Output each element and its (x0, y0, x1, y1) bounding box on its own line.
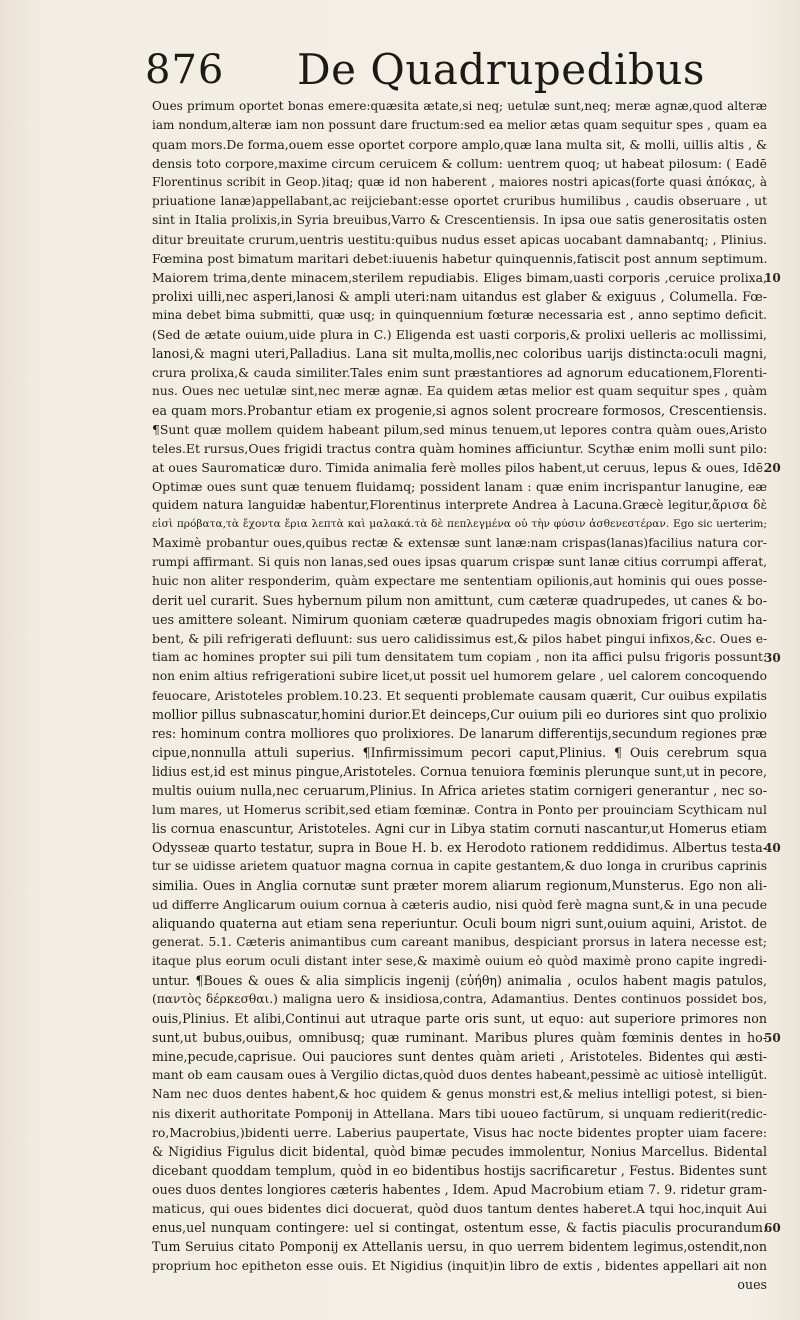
text-line: Nam nec duos dentes habent,& hoc quidem & genus monstri est,& melius intelligi potest, si bien- (152, 1087, 767, 1101)
text-line: lis cornua enascuntur, Aristoteles. Agni cur in Libya statim cornuti nascantur,ut Homerus etiam (152, 821, 767, 836)
text-line: cipue,nonnulla attuli superius. ¶Infirmissimum pecori caput,Plinius. ¶ Ouis cerebrum squa (152, 745, 767, 760)
text-line: crura prolixa,& cauda similiter.Tales enim sunt præstantiores ad agnorum educationem,Florenti- (152, 365, 767, 380)
text-line: proprium hoc epitheton esse ouis. Et Nigidius (inquit)in libro de extis , bidentes appellari ait non (152, 1258, 767, 1273)
margin-number: 40 (764, 841, 781, 855)
text-line: multis ouium nulla,nec ceruarum,Plinius. In Africa arietes statim cornigeri generantur , nec so- (152, 783, 767, 798)
text-line: Optimæ oues sunt quæ tenuem fluidamq; possident lanam : quæ enim incrispantur lanugine, eæ (152, 479, 767, 494)
text-line: ea quam mors.Probantur etiam ex progenie,si agnos solent procreare formosos, Crescentiensis. (152, 403, 767, 418)
text-line: at oues Sauromaticæ duro. Timida animalia ferè molles pilos habent,ut ceruus, lepus & oues, Idē. (152, 460, 767, 475)
text-line: lum mares, ut Homerus scribit,sed etiam fœminæ. Contra in Ponto per prouinciam Scythicam nul (152, 802, 767, 817)
text-line: nus. Oues nec uetulæ sint,nec meræ agnæ. Ea quidem ætas melior est quam sequitur spes , quàm (152, 384, 767, 398)
text-line: quam mors.De forma,ouem esse oportet corpore amplo,quæ lana multa sit, & molli, uillis altis , & (152, 137, 767, 152)
text-line: Maximè probantur oues,quibus rectæ & extensæ sunt lanæ:nam crispas(lanas)facilius natura cor- (152, 536, 767, 550)
text-line: mant ob eam causam oues à Vergilio dictas,quòd duos dentes habeant,pessimè ac uitiosè intelligūt. (152, 1068, 767, 1082)
text-line: feuocare, Aristoteles problem.10.23. Et sequenti problemate causam quærit, Cur ouibus expilatis (152, 688, 767, 703)
text-line: aliquando quaterna aut etiam sena reperiuntur. Oculi boum nigri sunt,ouium aquini, Aristot. de (152, 916, 767, 931)
text-line: ditur breuitate crurum,uentris uestitu:quibus nudus esset apicas uocabant damnabantq; , Plinius. (152, 232, 767, 247)
body-text (152, 97, 767, 1294)
text-line: res: hominum contra molliores quo prolixiores. De lanarum differentijs,secundum regiones præ (152, 726, 767, 741)
text-line: tur se uidisse arietem quatuor magna cornua in capite gestantem,& duo longa in cruribus caprinis (152, 859, 767, 873)
text-line: bent, & pili refrigerati defluunt: sus uero calidissimus est,& pilos habet pingui infixos,&c. Oues e- (152, 631, 767, 646)
running-title: De Quadrupedibus (297, 45, 705, 94)
text-line: Fœmina post bimatum maritari debet:iuuenis habetur quinquennis,fatiscit post annum septimum. (152, 251, 767, 266)
text-line: Odysseæ quarto testatur, supra in Boue H. b. ex Herodoto rationem reddidimus. Albertus testa- (152, 840, 767, 855)
text-line: priuatione lanæ)appellabant,ac reijciebant:esse oportet cruribus humilibus , caudis obseruare , ut (152, 194, 767, 208)
text-line: densis toto corpore,maxime circum ceruicem & collum: uentrem quoq; ut habeat pilosum: ( Eadē (152, 156, 767, 171)
text-line: derit uel curarit. Sues hybernum pilum non amittunt, cum cæteræ quadrupedes, ut canes & bo- (152, 593, 767, 608)
text-line: ues amittere soleant. Nimirum quoniam cæteræ quadrupedes magis obnoxiam frigori cutim ha- (152, 612, 767, 627)
text-line: enus,uel nunquam contingere: uel si contingat, ostentum esse, & factis piaculis procurandum. (152, 1220, 767, 1235)
text-line: & Nigidius Figulus dicit bidental, quòd bimæ pecudes immolentur, Nonius Marcellus. Bidental (152, 1144, 767, 1159)
text-line: quidem natura languidæ habentur,Florentinus interprete Andrea à Lacuna.Græcè legitur,ἄρισα δὲ (152, 498, 767, 512)
text-line: (Sed de ætate ouium,uide plura in C.) Eligenda est uasti corporis,& prolixi uelleris ac mollissimi, (152, 327, 767, 342)
text-line: Oues primum oportet bonas emere:quæsita ætate,si neq; uetulæ sunt,neq; meræ agnæ,quod alteræ (152, 99, 767, 113)
text-line: ud differre Anglicarum ouium cornua à cæteris audio, nisi quòd ferè magna sunt,& in una pecude (152, 897, 767, 912)
text-line: prolixi uilli,nec asperi,lanosi & ampli uteri:nam uitandus est glaber & exiguus , Columella. Fœ- (152, 289, 767, 304)
text-line: Florentinus scribit in Geop.)itaq; quæ id non haberent , maiores nostri apicas(forte quasi ἀπόκας, à (152, 175, 767, 189)
text-line: sunt,ut bubus,ouibus, omnibusq; quæ ruminant. Maribus plures quàm fœminis dentes in ho- (152, 1030, 767, 1045)
text-line: dicebant quoddam templum, quòd in eo bidentibus hostijs sacrificaretur , Festus. Bidentes sunt (152, 1163, 767, 1178)
text-line: ¶Sunt quæ mollem quidem habeant pilum,sed minus tenuem,ut lepores contra quàm oues,Aristo (152, 422, 767, 437)
text-line: nis dixerit authoritate Pomponij in Attellana. Mars tibi uoueo factūrum, si unquam redierit(redic- (152, 1106, 767, 1121)
text-line: mine,pecude,caprisue. Oui pauciores sunt dentes quàm arieti , Aristoteles. Bidentes qui æsti- (152, 1049, 767, 1064)
text-line: oues (737, 1277, 767, 1292)
text-line: iam nondum,alteræ iam non possunt dare fructum:sed ea melior ætas quam sequitur spes , quam ea (152, 118, 767, 132)
margin-number: 60 (764, 1221, 781, 1235)
text-line: similia. Oues in Anglia cornutæ sunt præter morem aliarum regionum,Munsterus. Ego non ali- (152, 878, 767, 893)
margin-number: 50 (764, 1031, 781, 1045)
text-line: ouis,Plinius. Et alibi,Continui aut utraque parte oris sunt, ut equo: aut superiore primores non (152, 1011, 767, 1026)
text-line: lidius est,id est minus pingue,Aristoteles. Cornua tenuiora fœminis plerunque sunt,ut in pecore, (152, 764, 767, 779)
text-line: (παντὸς δέρκεσθαι.) maligna uero & insidiosa,contra, Adamantius. Dentes continuos possidet bos, (152, 992, 767, 1006)
margin-number: 10 (764, 271, 781, 285)
text-line: sint in Italia prolixis,in Syria breuibus,Varro & Crescentiensis. In ipsa oue satis generositatis osten (152, 213, 767, 227)
margin-number: 20 (764, 461, 781, 475)
text-line: ro,Macrobius,)bidenti uerre. Laberius paupertate, Visus hac nocte bidentes propter uiam facere: (152, 1125, 767, 1140)
text-line: non enim altius refrigerationi subire licet,ut possit uel humorem gelare , uel calorem concoquendo (152, 669, 767, 683)
text-line: εἰσὶ πρόβατα,τὰ ἔχοντα ἔρια λεπτὰ καὶ μαλακά.τὰ δὲ πεπλεγμένα οὐ τὴν φύσιν ἀσθενεστέραν. Ego sic uerterim; (152, 518, 767, 530)
text-line: rumpi affirmant. Si quis non lanas,sed oues ipsas quarum crispæ sunt lanæ citius corrumpi afferat, (152, 555, 767, 569)
page-number: 876 (145, 47, 225, 93)
text-line: mina debet bima submitti, quæ usq; in quinquennium fœturæ necessaria est , anno septimo deficit. (152, 308, 767, 322)
text-line: lanosi,& magni uteri,Palladius. Lana sit multa,mollis,nec coloribus uarijs distincta:oculi magni, (152, 346, 767, 361)
page-header (145, 45, 775, 98)
text-line: itaque plus eorum oculi distant inter sese,& maximè ouium eò quòd maximè prono capite ingredi- (152, 954, 767, 968)
text-line: teles.Et rursus,Oues frigidi tractus contra quàm homines afficiuntur. Scythæ enim molli sunt pilo: (152, 441, 767, 456)
text-line: Maiorem trima,dente minacem,sterilem repudiabis. Eliges bimam,uasti corporis ,ceruice prolixa, (152, 270, 767, 285)
text-line: oues duos dentes longiores cæteris habentes , Idem. Apud Macrobium etiam 7. 9. ridetur gram- (152, 1182, 767, 1197)
text-line: untur. ¶Boues & oues & alia simplicis ingenij (εὐήθη) animalia , oculos habent magis patulos, (152, 973, 767, 988)
text-line: Tum Seruius citato Pomponij ex Attellanis uersu, in quo uerrem bidentem legimus,ostendit,non (152, 1239, 767, 1254)
text-line: generat. 5.1. Cæteris animantibus cum careant manibus, despiciant prorsus in latera necesse est; (152, 935, 767, 949)
text-line: tiam ac homines propter sui pili tum densitatem tum copiam , non ita affici pulsu frigoris possunt: (152, 650, 767, 664)
text-line: huic non aliter responderim, quàm expectare me sententiam opilionis,aut hominis qui oues posse- (152, 574, 767, 588)
text-line: maticus, qui oues bidentes dici docuerat, quòd duos tantum dentes haberet.A tqui hoc,inquit Aui (152, 1201, 767, 1216)
margin-number: 30 (764, 651, 781, 665)
text-line: mollior pillus subnascatur,homini durior.Et deinceps,Cur ouium pili eo duriores sint quo prolixio (152, 707, 767, 722)
